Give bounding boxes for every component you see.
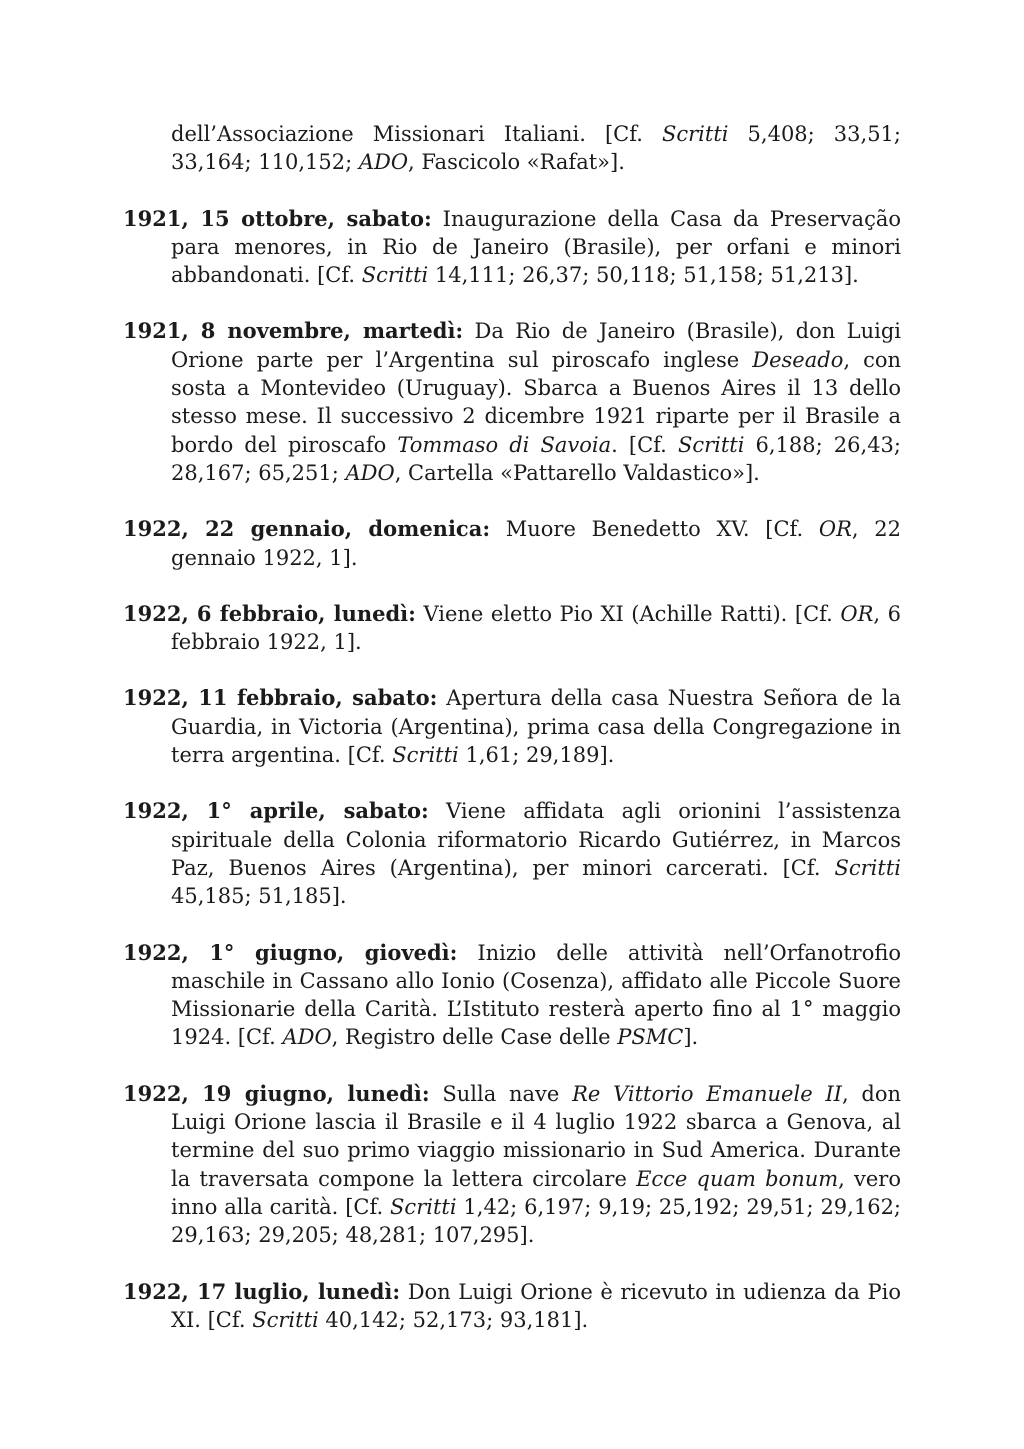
entry-text: Inaugurazione della Casa da Preservação para menores, in Rio de Janeiro (Brasile), per orfani e minori abbandonati. [Cf. [171,206,901,288]
citation-work: PSMC [617,1025,684,1050]
entry-text: Don Luigi Orione è ricevuto in udienza da Pio XI. [Cf. [171,1279,901,1332]
entry-text: Apertura della casa Nuestra Señora de la Guardia, in Victoria (Argentina), prima casa della Congregazione in terra argentina. [Cf. [171,686,902,768]
citation-work: Scritti [252,1307,319,1332]
chronology-entry [123,515,901,572]
letter-title: Ecce quam bonum [636,1166,839,1191]
entry-date: 1922, 1° aprile, sabato: [123,798,429,824]
citation-work: ADO [345,460,395,485]
entry-text: 45,185; 51,185]. [171,884,347,909]
entry-text: Viene affidata agli orionini l’assistenza spirituale della Colonia riformatorio Ricardo Gutiérrez, in Marcos Paz, Buenos Aires (Argentina), per minori carcerati. [Cf. [171,799,901,880]
chronology-entry [123,797,901,910]
entry-date: 1922, 11 febbraio, sabato: [123,685,438,711]
entry-text: , Cartella «Pattarello Valdastico»]. [394,460,760,485]
entry-date: 1921, 15 ottobre, sabato: [123,205,432,231]
entry-text: 6,188; 26,43; 28,167; 65,251; [171,432,901,485]
entry-date: 1922, 6 febbraio, lunedì: [123,600,416,626]
entry-text: , vero inno alla carità. [Cf. [171,1166,901,1219]
ship-name: Re Vittorio Emanuele II [572,1081,842,1106]
entry-text: , don Luigi Orione lascia il Brasile e il 4 luglio 1922 sbarca a Genova, al termine del suo primo viaggio missionario in Sud America. Durante la traversata compone la lettera circolare [171,1081,902,1191]
entry-text: , con sosta a Montevideo (Uruguay). Sbarca a Buenos Aires il 13 dello stesso mese. Il successivo 2 dicembre 1921 riparte per il Brasile a bordo del piroscafo [171,347,901,457]
entry-date: 1922, 19 giugno, lunedì: [123,1080,430,1106]
citation-work: Scritti [361,263,429,288]
citation-work: OR [840,601,874,626]
entry-date: 1922, 17 luglio, lunedì: [123,1278,401,1304]
entry-text: , Registro delle Case delle [331,1025,618,1050]
citation-work: Scritti [661,122,729,146]
citation-work: Scritti [392,743,459,768]
chronology-entry [123,1080,901,1250]
entry-text: 40,142; 52,173; 93,181]. [318,1307,589,1332]
entry-date: 1922, 1° giugno, giovedì: [123,939,458,965]
citation-work: ADO [282,1025,332,1050]
ship-name: Tommaso di Savoia [397,432,612,457]
citation-work: Scritti [677,432,745,457]
entry-text: Sulla nave [429,1081,573,1106]
entry-text: 14,111; 26,37; 50,118; 51,158; 51,213]. [428,263,859,288]
chronology-entry [123,1278,901,1335]
entry-date: 1921, 8 novembre, martedì: [123,318,464,344]
entry-text: Muore Benedetto XV. [Cf. [490,517,819,542]
citation-work: OR [818,517,852,542]
citation-work: Scritti [834,855,901,880]
chronology-page [123,120,901,1362]
citation-work: ADO [358,150,409,175]
entry-text: , 6 febbraio 1922, 1]. [171,601,901,655]
entry-text: , 22 gennaio 1922, 1]. [171,517,901,570]
chronology-entry [123,939,901,1052]
chronology-entry [123,600,901,657]
ship-name: Deseado [752,347,844,372]
entry-text: Viene eletto Pio XI (Achille Ratti). [Cf. [415,601,841,626]
chronology-entry [123,120,901,177]
citation-work: Scritti [390,1194,457,1219]
chronology-entry [123,684,901,769]
entry-text: , Fascicolo «Rafat»]. [408,150,625,175]
chronology-entry [123,205,901,290]
entry-text: 5,408; 33,51; 33,164; 110,152; [171,122,901,175]
entry-text: 1,61; 29,189]. [458,743,615,768]
chronology-entry [123,317,901,487]
entry-date: 1922, 22 gennaio, domenica: [123,516,491,542]
entry-text: Da Rio de Janeiro (Brasile), don Luigi Orione parte per l’Argentina sul piroscafo inglese [171,319,901,372]
entry-text: Inizio delle attività nell’Orfanotrofio maschile in Cassano allo Ionio (Cosenza), affidato alle Piccole Suore Missionarie della Carità. L’Istituto resterà aperto fino al 1° maggio 1924. [Cf. [171,940,901,1050]
entry-text: ]. [683,1025,699,1050]
entry-text: . [Cf. [611,432,678,457]
entry-text: dell’Associazione Missionari Italiani. [Cf. [171,122,662,146]
entry-text: 1,42; 6,197; 9,19; 25,192; 29,51; 29,162; 29,163; 29,205; 48,281; 107,295]. [171,1194,901,1248]
